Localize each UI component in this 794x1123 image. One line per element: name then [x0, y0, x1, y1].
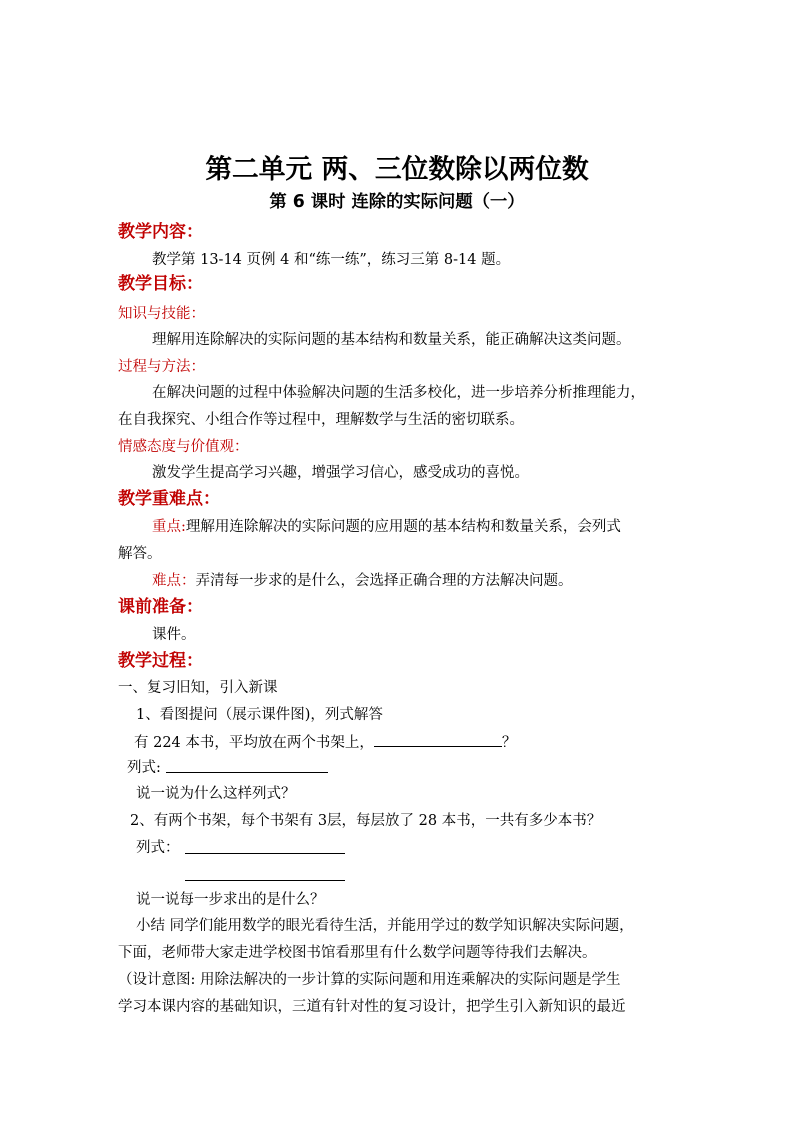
key-text-1: 理解用连除解决的实际问题的应用题的基本结构和数量关系，会列式: [185, 519, 621, 535]
key-line-1: [152, 517, 621, 537]
design-line-2: 学习本课内容的基础知识，三道有针对性的复习设计，把学生引入新知识的最近: [118, 999, 626, 1015]
knowledge-text: 理解用连除解决的实际问题的基本结构和数量关系，能正确解决这类问题。: [152, 332, 631, 348]
difficult-line: [152, 571, 573, 591]
key-points-heading: 教学重难点：: [118, 489, 220, 509]
emotion-label: 情感态度与价值观：: [118, 439, 249, 455]
goals-heading: 教学目标：: [118, 274, 203, 294]
process-label: 过程与方法：: [118, 359, 205, 375]
content-heading: 教学内容：: [118, 222, 203, 242]
process-text-2: 在自我探究、小组合作等过程中，理解数学与生活的密切联系。: [118, 412, 524, 428]
process-heading: 教学过程：: [118, 651, 203, 671]
question-2-formula-label: 列式：: [136, 840, 180, 856]
formula-blank-3: [185, 880, 345, 881]
step-1: 一、复习旧知，引入新课: [118, 680, 278, 696]
content-text: 教学第 13-14 页例 4 和“练一练”，练习三第 8-14 题。: [152, 252, 511, 268]
question-2-say: 说一说每一步求出的是什么？: [136, 892, 325, 908]
summary-line-2: 下面，老师带大家走进学校图书馆看那里有什么数学问题等待我们去解决。: [118, 945, 597, 961]
knowledge-label: 知识与技能：: [118, 306, 205, 322]
question-1: 1、看图提问（展示课件图)，列式解答: [136, 707, 383, 723]
question-1-say: 说一说为什么这样列式？: [136, 786, 296, 802]
process-text-1: 在解决问题的过程中体验解决问题的生活多校化，进一步培养分析推理能力，: [152, 385, 645, 401]
preparation-text: 课件。: [152, 627, 196, 643]
key-label: 重点:: [152, 519, 186, 535]
difficult-text: 弄清每一步求的是什么，会选择正确合理的方法解决问题。: [195, 573, 573, 589]
difficult-label: 难点：: [152, 573, 196, 589]
formula-blank-2: [185, 853, 345, 854]
unit-title: 第二单元 两、三位数除以两位数: [205, 154, 589, 185]
question-1-end: ？: [501, 735, 517, 751]
summary-line-1: 小结 同学们能用数学的眼光看待生活，并能用学过的数学知识解决实际问题，: [136, 918, 634, 934]
key-text-2: 解答。: [118, 546, 162, 562]
emotion-text: 激发学生提高学习兴趣，增强学习信心，感受成功的喜悦。: [152, 465, 529, 481]
preparation-heading: 课前准备：: [118, 597, 203, 617]
lesson-title: 第 6 课时 连除的实际问题（一）: [269, 192, 525, 212]
question-1-formula-label: 列式:: [127, 760, 161, 776]
question-1-text-line: [134, 732, 516, 753]
answer-blank: [374, 732, 502, 747]
question-1-text: 有 224 本书，平均放在两个书架上，: [134, 735, 374, 751]
design-line-1: （设计意图: 用除法解决的一步计算的实际问题和用连乘解决的实际问题是学生: [118, 972, 621, 988]
formula-blank-1: [166, 772, 328, 773]
question-2: 2、有两个书架，每个书架有 3层，每层放了 28 本书，一共有多少本书？: [130, 813, 602, 829]
